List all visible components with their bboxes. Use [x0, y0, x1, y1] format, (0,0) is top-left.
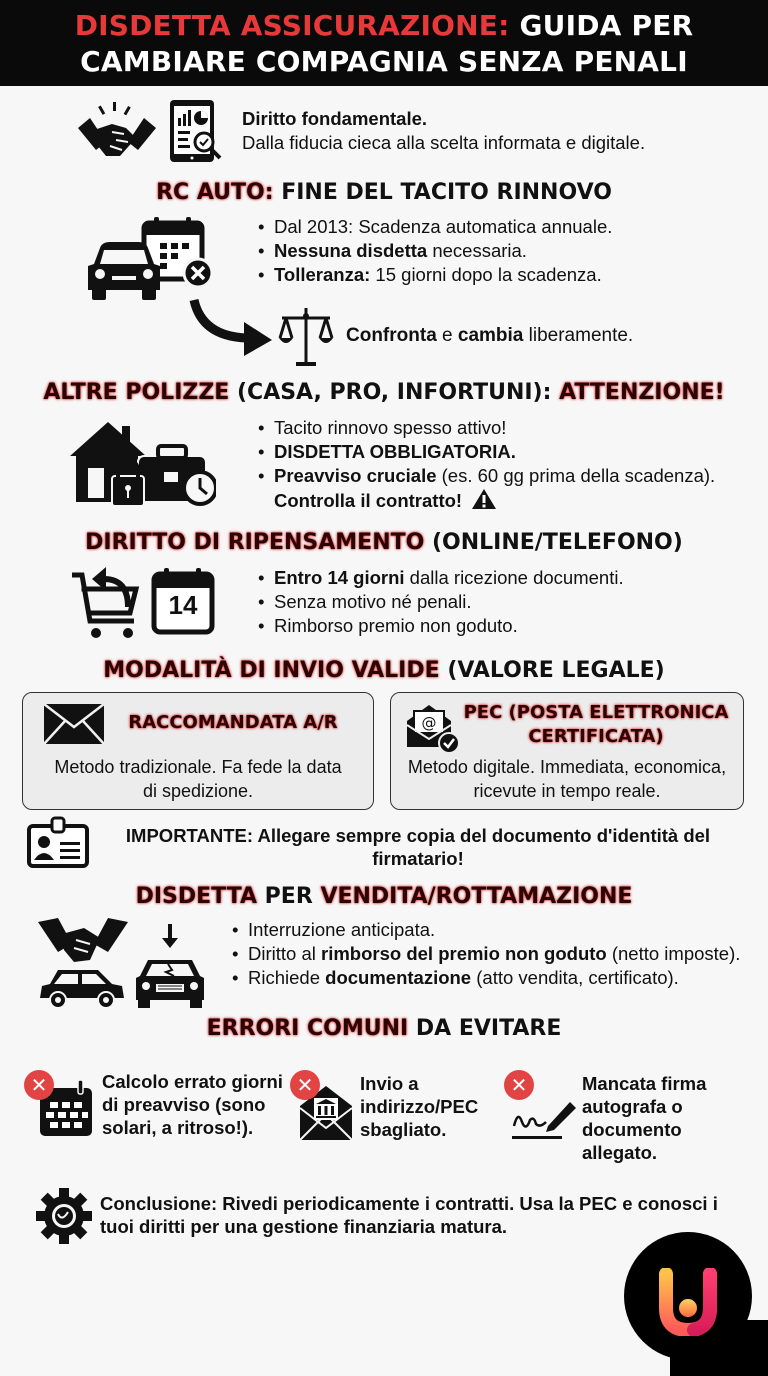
intro-text: Dalla fiducia cieca alla scelta informata e digitale.: [242, 132, 646, 153]
bullet: • Senza motivo né penali.: [256, 590, 624, 614]
handshake-icon: [76, 102, 158, 162]
signature-pen-icon: [508, 1096, 580, 1144]
x-icon: ✕: [290, 1070, 320, 1100]
modalita-heading: MODALITÀ DI INVIO VALIDE (VALORE LEGALE): [103, 658, 665, 683]
bullet: • Rimborso premio non goduto.: [256, 614, 624, 638]
intro-section: [0, 86, 768, 170]
warning-icon: [471, 488, 497, 510]
error-text: Mancata firma autografa o documento allegato.: [582, 1073, 707, 1163]
card-title: RACCOMANDATA A/R: [128, 712, 338, 733]
bullet: • Tacito rinnovo spesso attivo!: [256, 416, 716, 440]
calendar-number: 14: [168, 590, 198, 620]
rc-auto-note: Confronta e cambia liberamente.: [346, 325, 634, 346]
email-check-icon: [405, 703, 461, 753]
ripensamento-heading: DIRITTO DI RIPENSAMENTO (ONLINE/TELEFONO): [85, 530, 683, 555]
car-icon: [84, 240, 164, 302]
ripensamento-bullets: [256, 566, 624, 638]
id-card-icon: [26, 816, 90, 870]
altre-polizze-bullets: [256, 416, 716, 513]
bullet: • Dal 2013: Scadenza automatica annuale.: [256, 215, 612, 239]
title-red: DISDETTA ASSICURAZIONE:: [74, 9, 510, 42]
title-line-1: [0, 8, 768, 44]
scales-icon: [278, 306, 334, 366]
vendita-bullets: [230, 918, 750, 990]
bullet: • DISDETTA OBBLIGATORIA.: [256, 440, 716, 464]
error-text: Calcolo errato giorni di preavviso (sono solari, a ritroso!).: [102, 1071, 283, 1138]
altre-polizze-heading: ALTRE POLIZZE (CASA, PRO, INFORTUNI): ATTENZIONE!: [43, 380, 725, 405]
x-icon: ✕: [504, 1070, 534, 1100]
cart-return-icon: [70, 565, 146, 641]
curved-arrow-icon: [188, 296, 274, 358]
wrecked-car-icon: [134, 950, 206, 1010]
card-body: Metodo tradizionale. Fa fede la data di spedizione.: [54, 757, 342, 801]
rc-auto-heading: RC AUTO: FINE DEL TACITO RINNOVO: [156, 180, 612, 205]
bullet: • Tolleranza: 15 giorni dopo la scadenza.: [256, 263, 612, 287]
error-text: Invio a indirizzo/PEC sbagliato.: [360, 1073, 479, 1140]
bullet: • Preavviso cruciale (es. 60 gg prima della scadenza). Controlla il contratto!: [256, 464, 716, 513]
gear-icon: [36, 1188, 92, 1244]
bullet: • Nessuna disdetta necessaria.: [256, 239, 612, 263]
vendita-heading: DISDETTA PER VENDITA/ROTTAMAZIONE: [135, 884, 633, 909]
card-pec: [390, 692, 744, 810]
tablet-report-icon: [168, 98, 230, 164]
bullet: • Interruzione anticipata.: [230, 918, 750, 942]
title-white: GUIDA PER: [509, 9, 694, 42]
importante-text: IMPORTANTE: Allegare sempre copia del documento d'identità del firmatario!: [125, 825, 711, 869]
house-icon: [66, 420, 216, 510]
down-arrow-icon: [160, 924, 180, 950]
page-header: [0, 0, 768, 86]
rc-auto-bullets: [256, 215, 612, 287]
bullet: • Entro 14 giorni dalla ricezione documenti.: [256, 566, 624, 590]
conclusione-text: Conclusione: Rivedi periodicamente i contratti. Usa la PEC e conosci i tuoi diritti per una gestione finanziaria matura.: [100, 1193, 718, 1237]
title-line-2: CAMBIARE COMPAGNIA SENZA PENALI: [80, 45, 688, 78]
bullet: • Diritto al rimborso del premio non goduto (netto imposte).: [230, 942, 750, 966]
brand-logo-icon: [654, 1268, 724, 1336]
bullet: • Richiede documentazione (atto vendita, certificato).: [230, 966, 750, 990]
car-icon: [38, 966, 126, 1010]
card-title: PEC (POSTA ELETTRONICA CERTIFICATA): [463, 702, 729, 747]
envelope-icon: [43, 703, 105, 745]
x-icon: ✕: [24, 1070, 54, 1100]
card-body: Metodo digitale. Immediata, economica, ricevute in tempo reale.: [407, 757, 727, 801]
svg-text:@: @: [421, 714, 437, 732]
errori-heading: ERRORI COMUNI DA EVITARE: [206, 1016, 562, 1041]
intro-title: Diritto fondamentale.: [242, 108, 428, 129]
card-raccomandata: [22, 692, 374, 810]
handshake-icon: [36, 918, 130, 966]
